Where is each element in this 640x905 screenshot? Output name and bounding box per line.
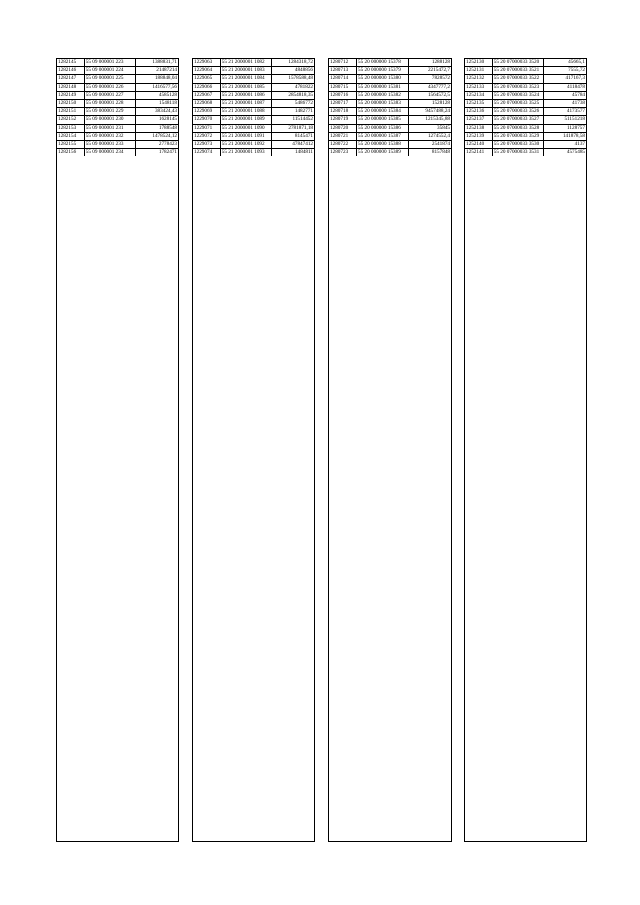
code-cell: 55 20 000000 15379 <box>357 67 409 75</box>
value-cell: 4585128 <box>136 91 178 99</box>
table-row <box>193 132 314 140</box>
row-id-cell: 1252132 <box>465 75 492 83</box>
code-cell: 55 21 2000001 1090 <box>220 124 272 132</box>
value-cell: 188848,04 <box>136 75 178 83</box>
code-cell: 55 20 000000 15381 <box>357 83 409 91</box>
code-cell: 55 20 07000033 3520 <box>492 59 544 67</box>
table-row <box>329 149 451 157</box>
table-row <box>465 75 586 83</box>
table-row <box>193 108 314 116</box>
table-row <box>329 108 451 116</box>
code-cell: 55 21 2000001 1085 <box>220 83 272 91</box>
table-column-4 <box>464 58 587 842</box>
value-cell: 45665,1 <box>544 59 586 67</box>
code-cell: 55 20 000000 15389 <box>357 149 409 157</box>
table-row <box>193 116 314 124</box>
value-cell: 1788548 <box>136 124 178 132</box>
row-id-cell: 1252137 <box>465 116 492 124</box>
table-row <box>193 67 314 75</box>
table-row <box>329 75 451 83</box>
row-id-cell: 1252138 <box>465 124 492 132</box>
row-id-cell: 1280720 <box>329 124 357 132</box>
table-row <box>329 116 451 124</box>
code-cell: 55 21 2000001 1092 <box>220 140 272 148</box>
code-cell: 55 20 07000033 3522 <box>492 75 544 83</box>
row-id-cell: 1280718 <box>329 108 357 116</box>
value-cell: 2215472,7 <box>409 67 451 75</box>
row-id-cell: 1252136 <box>465 108 492 116</box>
table-row <box>57 132 178 140</box>
table-row <box>57 91 178 99</box>
value-cell: 1388831,71 <box>136 59 178 67</box>
value-cell: 4118478 <box>544 83 586 91</box>
code-cell: 55 21 2000001 1089 <box>220 116 272 124</box>
table-row <box>57 140 178 148</box>
row-id-cell: 1252133 <box>465 83 492 91</box>
code-cell: 55 09 000001 229 <box>84 108 136 116</box>
table-column-2 <box>192 58 315 842</box>
value-cell: 8157848 <box>431 149 450 156</box>
value-cell: 1564572,5 <box>409 91 451 99</box>
table-row <box>57 67 178 75</box>
row-id-cell: 1229066 <box>193 83 220 91</box>
table-row <box>193 99 314 107</box>
row-id-cell: 1280714 <box>329 75 357 83</box>
code-cell: 55 21 2000001 1084 <box>220 75 272 83</box>
value-cell: 21487214 <box>136 67 178 75</box>
table-row <box>193 140 314 148</box>
table-row <box>329 124 451 132</box>
table-row <box>329 99 451 107</box>
value-cell: 2781871,18 <box>272 124 314 132</box>
row-id-cell: 1280713 <box>329 67 357 75</box>
row-id-cell: 1252135 <box>465 99 492 107</box>
code-cell: 55 20 000000 15378 <box>357 59 409 67</box>
value-cell: 383424,43 <box>136 108 178 116</box>
value-cell: 2854818,35 <box>272 91 314 99</box>
table-row <box>57 83 178 91</box>
table-row <box>465 67 586 75</box>
row-id-cell: 1229069 <box>193 108 220 116</box>
table-row <box>465 108 586 116</box>
table-row <box>57 116 178 124</box>
value-cell: 51151218 <box>544 116 586 124</box>
value-cell: 4848856 <box>272 67 314 75</box>
row-id-cell: 1280717 <box>329 99 357 107</box>
table-row <box>57 99 178 107</box>
code-cell: 55 20 07000033 3530 <box>492 140 544 148</box>
row-id-cell: 1280712 <box>329 59 357 67</box>
row-id-cell: 1229068 <box>193 99 220 107</box>
value-cell: 5486772 <box>272 99 314 107</box>
code-cell: 55 09 000001 225 <box>84 75 136 83</box>
value-cell: 1128757 <box>544 124 586 132</box>
table-row <box>329 67 451 75</box>
code-cell: 55 20 000000 15387 <box>357 132 409 140</box>
table-row <box>465 99 586 107</box>
row-id-cell: 1282154 <box>57 132 84 140</box>
code-cell: 55 21 2000001 1086 <box>220 91 272 99</box>
row-id-cell: 1229074 <box>193 149 220 157</box>
code-cell: 55 09 000001 234 <box>84 149 136 157</box>
code-cell: 55 21 2000001 1093 <box>220 149 272 157</box>
code-cell: 55 20 07000033 3524 <box>492 91 544 99</box>
table-column-1 <box>56 58 179 842</box>
value-cell: 8145471 <box>272 132 314 140</box>
value-cell: 141878,58 <box>544 132 586 140</box>
row-id-cell: 1280719 <box>329 116 357 124</box>
code-cell: 55 09 000001 233 <box>84 140 136 148</box>
code-cell: 55 20 07000033 3521 <box>492 67 544 75</box>
row-id-cell: 1282152 <box>57 116 84 124</box>
row-id-cell: 1229067 <box>193 91 220 99</box>
table-row <box>465 83 586 91</box>
row-id-cell: 1229072 <box>193 132 220 140</box>
table-row <box>465 140 586 148</box>
row-id-cell: 1229070 <box>193 116 220 124</box>
value-cell: 9457488,24 <box>409 108 451 116</box>
row-id-cell: 1252134 <box>465 91 492 99</box>
value-cell: 2541874 <box>409 140 451 148</box>
value-cell: 4137 <box>544 140 586 148</box>
row-id-cell: 1280722 <box>329 140 357 148</box>
row-id-cell: 1280723 <box>329 149 357 157</box>
code-cell: 55 21 2000001 1083 <box>220 67 272 75</box>
code-cell: 55 09 000001 232 <box>84 132 136 140</box>
code-cell: 55 09 000001 231 <box>84 124 136 132</box>
value-cell: 1288128 <box>409 59 451 67</box>
code-cell: 55 21 2000001 1082 <box>220 59 272 67</box>
row-id-cell: 1282147 <box>57 75 84 83</box>
row-id-cell: 1229063 <box>193 59 220 67</box>
value-cell: 1482771 <box>272 108 314 116</box>
value-cell: 2778423 <box>136 140 178 148</box>
code-cell: 55 09 000001 224 <box>84 67 136 75</box>
code-cell: 55 21 2000001 1091 <box>220 132 272 140</box>
table-row <box>329 59 451 67</box>
row-id-cell: 1282150 <box>57 99 84 107</box>
value-cell: 1478524,12 <box>136 132 178 140</box>
code-cell: 55 09 000001 230 <box>84 116 136 124</box>
row-id-cell: 1252139 <box>465 132 492 140</box>
table-row <box>465 116 586 124</box>
value-cell: 1528128 <box>409 99 451 107</box>
value-cell: 1484811 <box>295 149 313 156</box>
value-cell: 1416577,56 <box>136 83 178 91</box>
code-cell: 55 20 000000 15380 <box>357 75 409 83</box>
table-row <box>57 124 178 132</box>
value-cell: 1274552,4 <box>409 132 451 140</box>
row-id-cell: 1229073 <box>193 140 220 148</box>
code-cell: 55 20 000000 15383 <box>357 99 409 107</box>
data-table-grid <box>56 58 586 848</box>
value-cell: 1215345,88 <box>409 116 451 124</box>
code-cell: 55 20 07000033 3529 <box>492 132 544 140</box>
table-row <box>465 59 586 67</box>
row-id-cell: 1252131 <box>465 67 492 75</box>
value-cell: 417167,3 <box>544 75 586 83</box>
table-row <box>193 59 314 67</box>
table-row <box>193 75 314 83</box>
table-row <box>465 91 586 99</box>
code-cell: 55 20 07000033 3531 <box>492 149 544 157</box>
row-id-cell: 1282146 <box>57 67 84 75</box>
row-id-cell: 1229065 <box>193 75 220 83</box>
code-cell: 55 20 07000033 3526 <box>492 108 544 116</box>
value-cell: 41738 <box>544 99 586 107</box>
row-id-cell: 1280721 <box>329 132 357 140</box>
table-row <box>329 91 451 99</box>
table-row <box>193 83 314 91</box>
row-id-cell: 1282151 <box>57 108 84 116</box>
value-cell: 1284318,72 <box>272 59 314 67</box>
table-row <box>329 132 451 140</box>
code-cell: 55 20 000000 15386 <box>357 124 409 132</box>
code-cell: 55 20 000000 15385 <box>357 116 409 124</box>
code-cell: 55 09 000001 228 <box>84 99 136 107</box>
row-id-cell: 1252141 <box>465 149 492 157</box>
value-cell: 4173577 <box>544 108 586 116</box>
row-id-cell: 1282149 <box>57 91 84 99</box>
value-cell: 1782471 <box>158 149 177 156</box>
code-cell: 55 20 07000033 3523 <box>492 83 544 91</box>
value-cell: 4347777,2 <box>409 83 451 91</box>
table-row <box>329 83 451 91</box>
code-cell: 55 21 2000001 1088 <box>220 108 272 116</box>
row-id-cell: 1229071 <box>193 124 220 132</box>
table-row <box>465 132 586 140</box>
row-id-cell: 1280716 <box>329 91 357 99</box>
table-row <box>57 108 178 116</box>
row-id-cell: 1282156 <box>57 149 84 157</box>
table-row <box>57 149 178 157</box>
table-row <box>193 124 314 132</box>
code-cell: 55 20 07000033 3525 <box>492 99 544 107</box>
table-row <box>465 149 586 157</box>
value-cell: 7828572 <box>409 75 451 83</box>
row-id-cell: 1252140 <box>465 140 492 148</box>
value-cell: 7555,72 <box>544 67 586 75</box>
code-cell: 55 20 000000 15384 <box>357 108 409 116</box>
table-row <box>329 140 451 148</box>
row-id-cell: 1229064 <box>193 67 220 75</box>
value-cell: 4575485 <box>566 149 585 156</box>
row-id-cell: 1280715 <box>329 83 357 91</box>
value-cell: 45784 <box>544 91 586 99</box>
table-row <box>57 75 178 83</box>
row-id-cell: 1282153 <box>57 124 84 132</box>
table-column-3 <box>328 58 452 842</box>
code-cell: 55 20 000000 15382 <box>357 91 409 99</box>
code-cell: 55 09 000001 223 <box>84 59 136 67</box>
value-cell: 1548118 <box>136 99 178 107</box>
row-id-cell: 1252130 <box>465 59 492 67</box>
value-cell: 11514452 <box>272 116 314 124</box>
value-cell: 1578588,48 <box>272 75 314 83</box>
value-cell: 4781822 <box>272 83 314 91</box>
table-row <box>57 59 178 67</box>
value-cell: 47847412 <box>272 140 314 148</box>
code-cell: 55 09 000001 227 <box>84 91 136 99</box>
code-cell: 55 09 000001 226 <box>84 83 136 91</box>
table-row <box>193 149 314 157</box>
table-row <box>465 124 586 132</box>
row-id-cell: 1282155 <box>57 140 84 148</box>
code-cell: 55 21 2000001 1087 <box>220 99 272 107</box>
value-cell: 1628145 <box>136 116 178 124</box>
code-cell: 55 20 000000 15388 <box>357 140 409 148</box>
value-cell: 35845 <box>409 124 451 132</box>
row-id-cell: 1282148 <box>57 83 84 91</box>
row-id-cell: 1282145 <box>57 59 84 67</box>
code-cell: 55 20 07000033 3528 <box>492 124 544 132</box>
table-row <box>193 91 314 99</box>
code-cell: 55 20 07000033 3527 <box>492 116 544 124</box>
